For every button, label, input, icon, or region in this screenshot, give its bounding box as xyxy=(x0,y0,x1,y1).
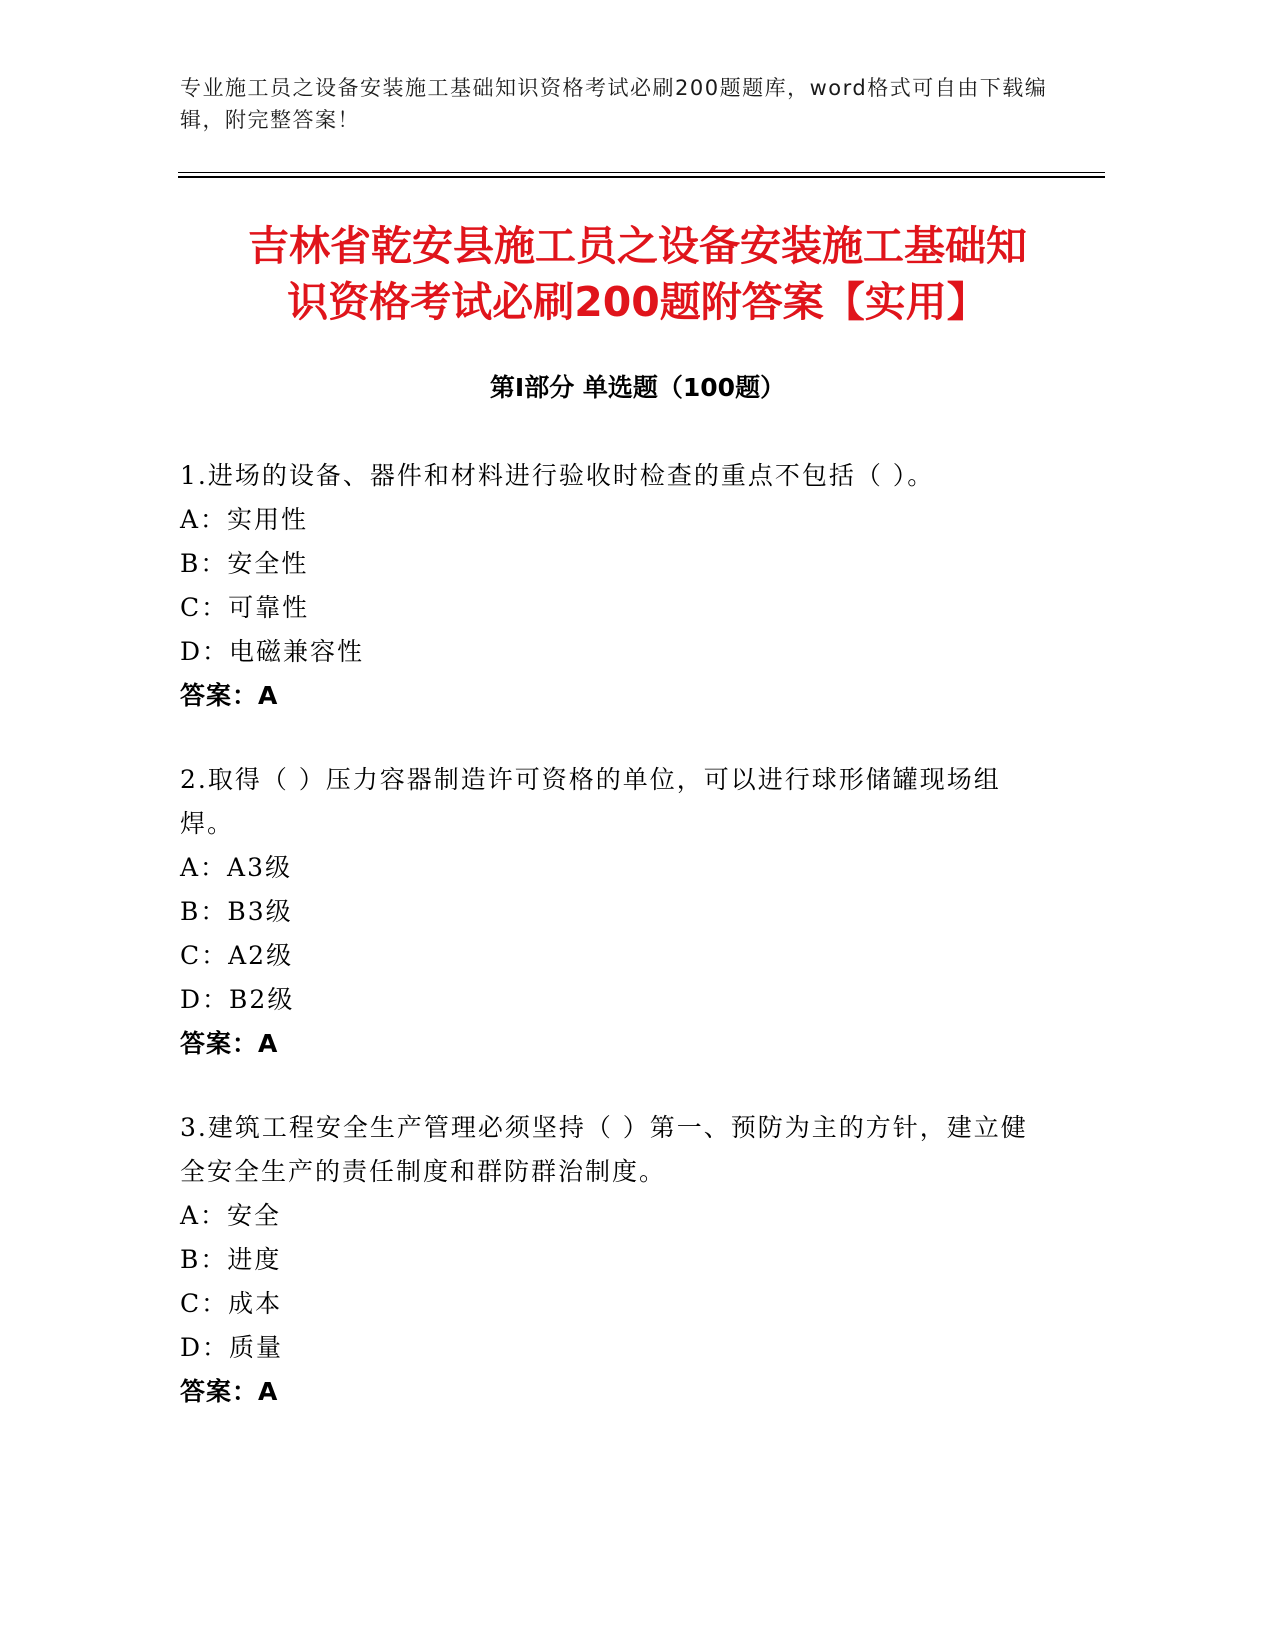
option-b: B：B3级 xyxy=(180,897,293,926)
option-a: A：实用性 xyxy=(180,505,309,534)
option-c: C：可靠性 xyxy=(180,593,310,622)
option-d: D：质量 xyxy=(180,1333,284,1362)
option-d: D：电磁兼容性 xyxy=(180,637,365,666)
option-b: B：进度 xyxy=(180,1245,282,1274)
question-1 xyxy=(180,454,1040,718)
section-title: 第Ⅰ部分 单选题（100题） xyxy=(489,373,786,402)
option-d: D：B2级 xyxy=(180,985,295,1014)
option-c: C：A2级 xyxy=(180,941,294,970)
answer: 答案：A xyxy=(180,1377,279,1406)
header-divider-thick xyxy=(178,176,1105,178)
question-stem: 3.建筑工程安全生产管理必须坚持（ ）第一、预防为主的方针，建立健全安全生产的责任制度和群防群治制度。 xyxy=(180,1113,1028,1186)
document-title xyxy=(150,218,1125,330)
question-2 xyxy=(180,758,1040,1066)
question-3 xyxy=(180,1106,1040,1414)
option-b: B：安全性 xyxy=(180,549,309,578)
question-stem: 2.取得（ ）压力容器制造许可资格的单位，可以进行球形储罐现场组焊。 xyxy=(180,765,1001,838)
option-c: C：成本 xyxy=(180,1289,283,1318)
document-title-line-2: 识资格考试必刷200题附答案【实用】 xyxy=(287,278,988,326)
option-a: A：安全 xyxy=(180,1201,282,1230)
option-a: A：A3级 xyxy=(180,853,293,882)
question-stem: 1.进场的设备、器件和材料进行验收时检查的重点不包括（ ）。 xyxy=(180,461,935,490)
header-note: 专业施工员之设备安装施工基础知识资格考试必刷200题题库，word格式可自由下载编辑，附完整答案！ xyxy=(180,76,1048,132)
header-divider-thin xyxy=(178,172,1105,173)
document-title-line-1: 吉林省乾安县施工员之设备安装施工基础知 xyxy=(248,222,1027,270)
answer: 答案：A xyxy=(180,681,279,710)
answer: 答案：A xyxy=(180,1029,279,1058)
